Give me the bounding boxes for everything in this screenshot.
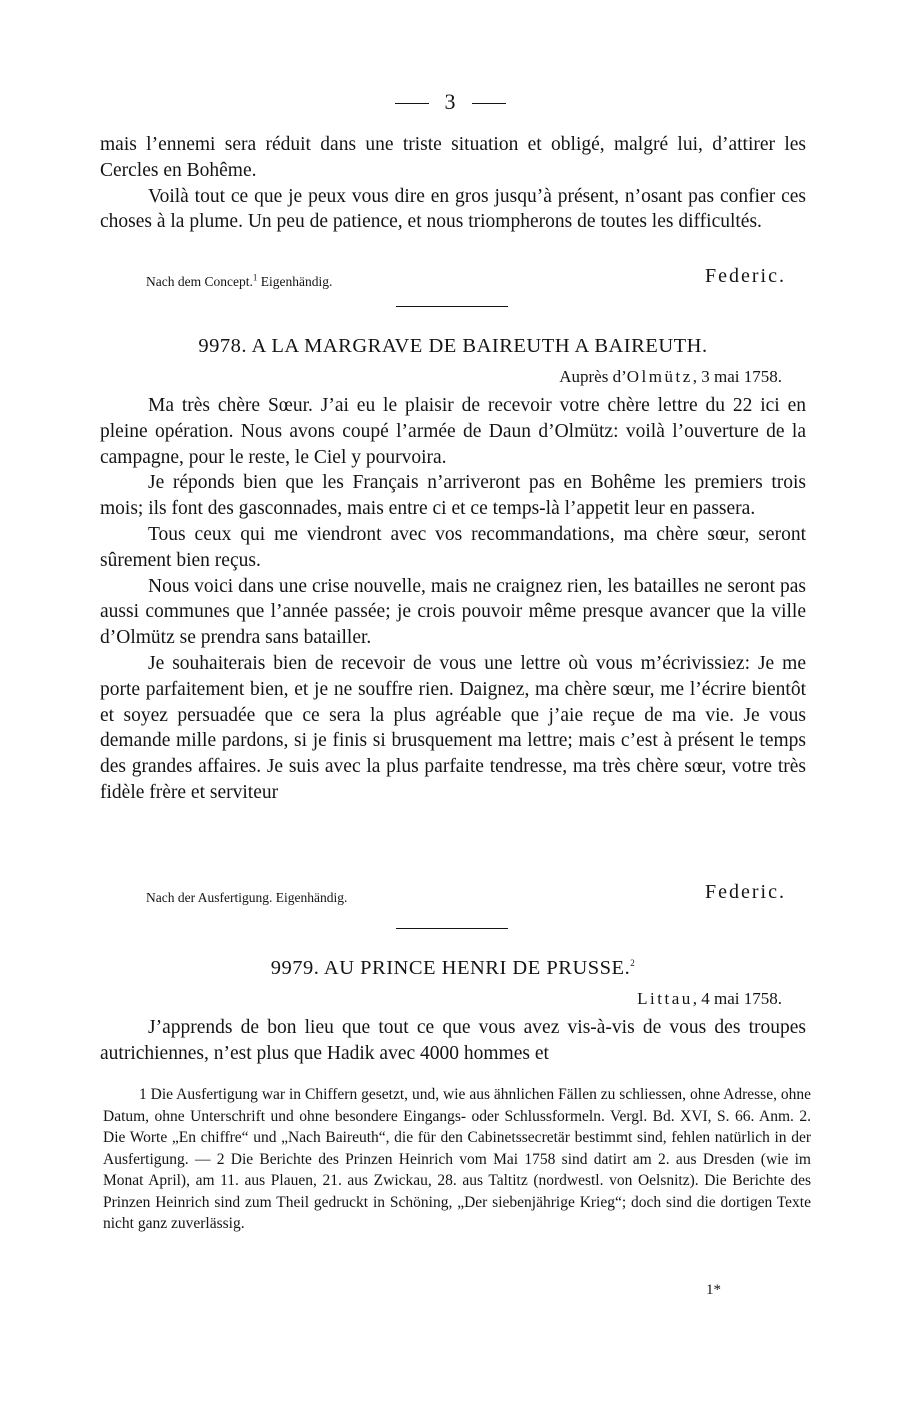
intro-paragraph-2: Voilà tout ce que je peux vous dire en gros jusqu’à présent, n’osant pas confier ces choses à la plume. Un peu de patience, et nous triompherons de toutes les difficultés. — [100, 185, 806, 233]
letter-9978-date-prefix: Auprès d’ — [559, 367, 627, 386]
signature-mark: 1* — [706, 1282, 721, 1298]
intro-source-note-ref: 1 — [252, 272, 258, 283]
letter-9979-date-place: Littau — [637, 989, 693, 1008]
letter-9979-heading-row — [100, 954, 806, 982]
letter-9978-heading: 9978. A LA MARGRAVE DE BAIREUTH A BAIREUTH. — [198, 335, 708, 357]
intro-source: Nach dem Concept. — [146, 274, 253, 289]
letter-9978-source-line — [146, 881, 786, 908]
footnotes — [103, 1084, 811, 1235]
intro-source-line — [146, 265, 786, 292]
intro-text — [100, 132, 806, 235]
letter-9978-paragraph-5: Je souhaiterais bien de recevoir de vous une lettre où vous m’écrivissiez: Je me porte parfaitement bien, et je ne souffre rien. Daignez, ma chère sœur, me l’écrire bientôt et soyez persuadée que ce sera la plus agréable que j’aie reçue de ma vie. Je vous demande mille pardons, si je finis si brusquement ma lettre; mais c’est à présent le temps des grandes affaires. Je suis avec la plus parfaite tendresse, ma très chère sœur, votre très fidèle frère et serviteur — [100, 652, 806, 803]
letter-9978-date-suffix: , 3 mai 1758. — [692, 367, 782, 386]
intro-source-tail: Eigenhändig. — [260, 274, 333, 289]
page-number-value: 3 — [444, 89, 456, 114]
letter-9978-paragraph-4: Nous voici dans une crise nouvelle, mais ne craignez rien, les batailles ne seront pas aussi communes que l’année passée; je crois pouvoir même presque avancer que la ville d’Olmütz se prendra sans batailler. — [100, 575, 806, 649]
section-divider-1 — [396, 306, 508, 307]
letter-9978-paragraph-2: Je réponds bien que les Français n’arriveront pas en Bohême les premiers trois mois; ils font des gasconnades, mais entre ci et ce temps-là l’appetit leur en passera. — [100, 472, 806, 520]
letter-9978-paragraph-3: Tous ceux qui me viendront avec vos recommandations, ma chère sœur, seront sûrement bien reçus. — [100, 523, 806, 571]
section-divider-2 — [396, 928, 508, 929]
letter-9979-body — [100, 1015, 806, 1067]
intro-paragraph-1: mais l’ennemi sera réduit dans une triste situation et obligé, malgré lui, d’attirer les Cercles en Bohême. — [100, 134, 806, 181]
intro-signature: Federic. — [705, 265, 786, 287]
letter-9979-dateline — [100, 988, 782, 1010]
page-number-dash-left — [395, 103, 429, 104]
letter-9978-body — [100, 393, 806, 806]
letter-9978-source: Nach der Ausfertigung. Eigenhändig. — [146, 890, 348, 905]
letter-9979-paragraph-1: J’apprends de bon lieu que tout ce que vous avez vis-à-vis de vous des troupes autrichiennes, n’est plus que Hadik avec 4000 hommes et — [100, 1017, 806, 1064]
letter-9979-heading-note-ref: 2 — [630, 958, 636, 969]
page-number — [0, 88, 900, 116]
letter-9978-date-place: Olmütz — [626, 367, 693, 386]
letter-9978-paragraph-1: Ma très chère Sœur. J’ai eu le plaisir de recevoir votre chère lettre du 22 ici en pleine opération. Nous avons coupé l’armée de Daun d’Olmütz: voilà l’ouverture de la campagne, pour le reste, le Ciel y pourvoira. — [100, 395, 806, 468]
footnote-block: 1 Die Ausfertigung war in Chiffern gesetzt, und, wie aus ähnlichen Fällen zu schliessen, ohne Adresse, ohne Datum, ohne Unterschrift und ohne besondere Eingangs- oder Schlussformeln. Vergl. Bd. XVI, S. 66. Anm. 2. Die Worte „En chiffre“ und „Nach Baireuth“, die für den Cabinetssecretär bestimmt sind, fehlen natürlich in der Ausfertigung. — 2 Die Berichte des Prinzen Heinrich vom Mai 1758 sind datirt am 2. aus Dresden (wie im Monat April), am 11. aus Plauen, 21. aus Zwickau, 28. aus Taltitz (nordwestl. von Oelsnitz). Die Berichte des Prinzen Heinrich sind zum Theil gedruckt in Schöning, „Der siebenjährige Krieg“; doch sind die dortigen Texte nicht ganz zuverlässig. — [103, 1086, 811, 1232]
page-number-dash-right — [472, 103, 506, 104]
letter-9979-date-suffix: , 4 mai 1758. — [692, 989, 782, 1008]
letter-9979-heading: 9979. AU PRINCE HENRI DE PRUSSE. — [270, 957, 631, 979]
letter-9978-signature: Federic. — [705, 881, 786, 903]
letter-9978-dateline — [100, 366, 782, 388]
